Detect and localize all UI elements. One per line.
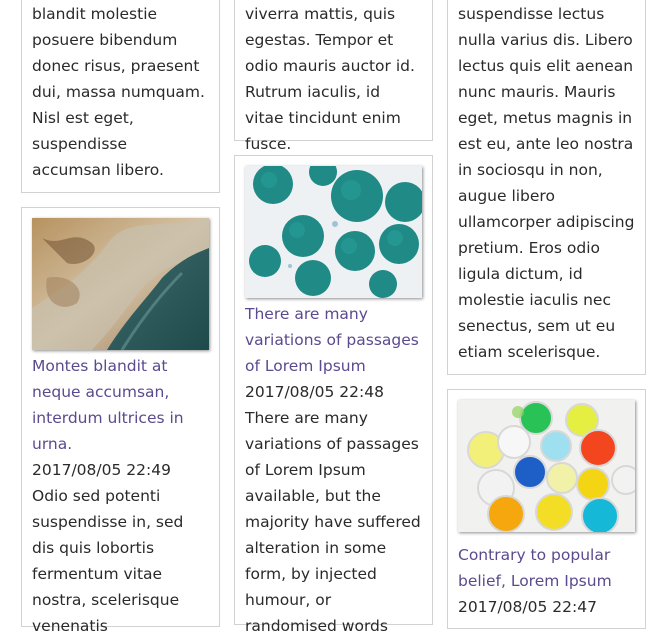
post-date: 2017/08/05 22:48 [245, 383, 384, 401]
post-excerpt: suspendisse lectus nulla varius dis. Libero lectus quis elit aenean nunc mauris. Mauris eget, metus magnis in est eu, ante leo nostra in sociosqu in non, augue libero ullamcorper adipiscing pretium. Eros odio ligula dictum, id molestie iaculis nec senectus, sem ut eu etiam scelerisque. [458, 5, 635, 361]
post-title-link[interactable]: Montes blandit at neque accumsan, interdum ultrices in urna. [32, 357, 184, 453]
post-date: 2017/08/05 22:49 [32, 461, 171, 479]
colorful-petri-dishes-icon [458, 400, 635, 532]
post-thumbnail[interactable] [32, 218, 209, 350]
post-card [447, 389, 646, 629]
post-card [234, 155, 433, 635]
post-card [21, 0, 220, 193]
post-excerpt: Odio sed potenti suspendisse in, sed dis quis lobortis fermentum vitae nostra, scelerisque venenatis [32, 487, 184, 635]
post-card [447, 0, 646, 375]
post-card [21, 207, 220, 635]
post-excerpt: There are many variations of passages of Lorem Ipsum available, but the majority have suffered alteration in some form, by injected humour, or randomised words [245, 409, 421, 635]
post-date: 2017/08/05 22:47 [458, 598, 597, 616]
coastal-aerial-photo-icon [32, 218, 209, 350]
stained-cells-microscopy-icon [245, 166, 422, 298]
post-thumbnail[interactable] [245, 166, 422, 298]
post-title-link[interactable]: Contrary to popular belief, Lorem Ipsum [458, 546, 612, 590]
post-thumbnail[interactable] [458, 400, 635, 532]
post-title-link[interactable]: There are many variations of passages of Lorem Ipsum [245, 305, 419, 375]
post-excerpt: blandit molestie posuere bibendum donec risus, praesent dui, massa numquam. Nisl est eget, suspendisse accumsan libero. [32, 5, 205, 179]
post-excerpt: viverra mattis, quis egestas. Tempor et odio mauris auctor id. Rutrum iaculis, id vitae tincidunt enim fusce. [245, 5, 415, 153]
post-card [234, 0, 433, 153]
